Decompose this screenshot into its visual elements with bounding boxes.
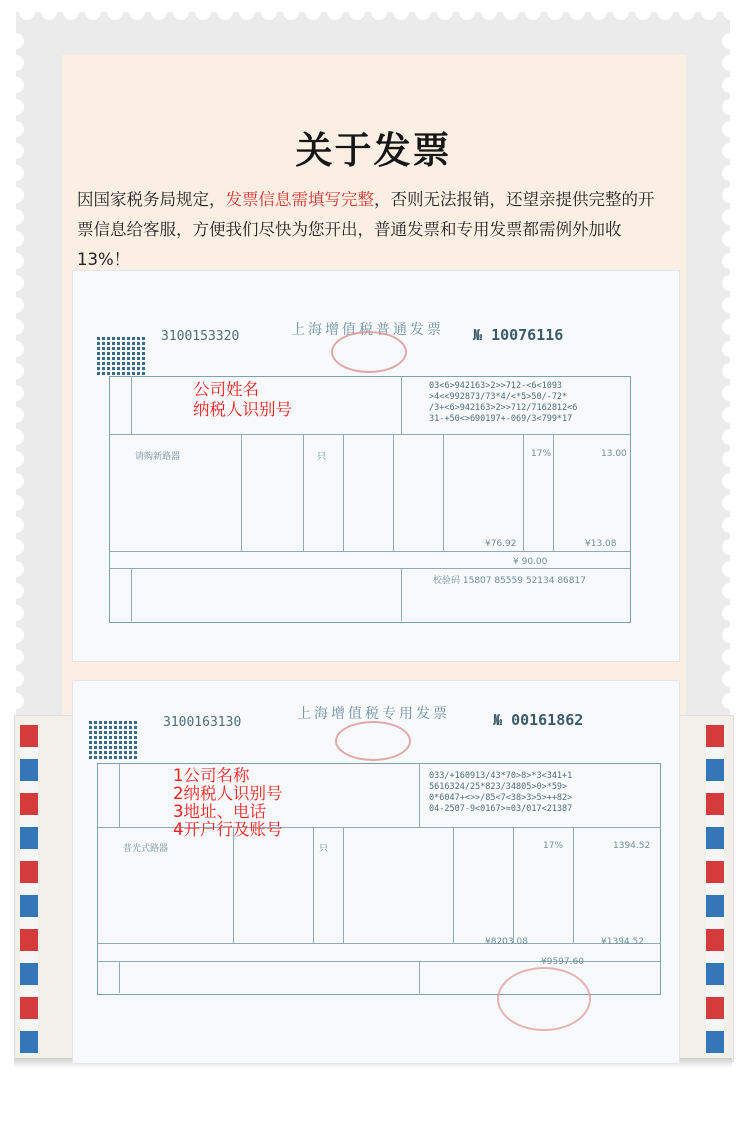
grid [119,961,120,993]
item-tax: 1394.52 [613,841,651,851]
notice-text-2: ，否则无法报销，还望亲提供完整的开票信息给客服，方便我们尽快为您开出，普通发票和专用发票都需例外加收13%！ [77,190,655,269]
grid [393,434,394,551]
annotation-label: 纳税人识别号 [193,400,292,419]
grid [443,434,444,551]
qr-code [97,335,145,375]
tax-total: ¥1394.52 [601,937,644,947]
grid [109,568,631,569]
invoice-code: 3100163130 [163,715,242,730]
password-area: 03<6>942163>2>>712-<6<1093 >4<<992873/73*4/<*5>50/-72* /3+<6>942163>2>>712/7162812<6 31-+50<>690197+-069/3<799*17 [429,381,578,424]
grid [233,827,234,943]
airmail-border-left [20,725,38,1055]
item-unit: 只 [317,452,327,462]
seal-oval [335,721,411,761]
grid [131,376,132,434]
qr-code [89,719,137,759]
invoice-number: № 00161862 [493,711,584,729]
grand-total: ¥9597.60 [541,957,584,967]
tax-total: ¥13.08 [585,539,617,549]
item-name: 请购新路器 [135,452,181,462]
invoice-code: 3100153320 [161,329,240,344]
grid [241,434,242,551]
seal-oval [331,331,407,373]
grid [419,763,420,827]
grid [523,434,524,551]
annotation-label: 3地址、电话 [173,802,266,821]
password-area: 033/+160913/43*70>8>*3<341+1 5616324/25*823/34805>0>*59> 0*6047+<>>/85<7<38>3>5>++82> 04-2507-9<0167>=03/017<21387 [429,771,573,814]
item-tax: 13.00 [601,449,627,459]
grid [131,568,132,621]
grid [401,568,402,621]
grid [109,551,631,552]
grid [553,434,554,551]
subtotal: ¥8203.08 [485,937,528,947]
grid [343,827,344,943]
invoice-type: 上海增值税普通发票 [291,322,444,338]
invoice-number: № 10076116 [473,326,564,344]
notice-paragraph [77,185,667,275]
grid [401,376,402,434]
grid [573,827,574,943]
grid [513,827,514,943]
grid [453,827,454,943]
grid [303,434,304,551]
invoice-type: 上海增值税专用发票 [297,706,450,722]
seller-seal [497,967,591,1031]
airmail-border-right [706,725,724,1055]
grid [313,827,314,943]
grid [419,961,420,993]
invoice-special [72,680,680,1064]
invoice-common [72,270,680,662]
annotation-label: 公司姓名 [193,380,259,399]
grid [343,434,344,551]
grid [119,763,120,827]
item-rate: 17% [531,449,552,459]
annotation-label: 2纳税人识别号 [173,784,283,803]
item-rate: 17% [543,841,564,851]
annotation-label: 1公司名称 [173,766,250,785]
subtotal: ¥76.92 [485,539,517,549]
check-code: 校验码 15807 85559 52134 86817 [433,576,586,586]
item-name: 普光式路器 [123,844,169,854]
page-title: 关于发票 [295,129,452,172]
grid [97,943,661,944]
notice-highlight: 发票信息需填写完整 [225,190,374,209]
notice-text-1: 因国家税务局规定， [77,190,226,209]
annotation-label: 4开户行及账号 [173,820,283,839]
grand-total: ¥ 90.00 [513,557,548,567]
item-unit: 只 [319,844,329,854]
